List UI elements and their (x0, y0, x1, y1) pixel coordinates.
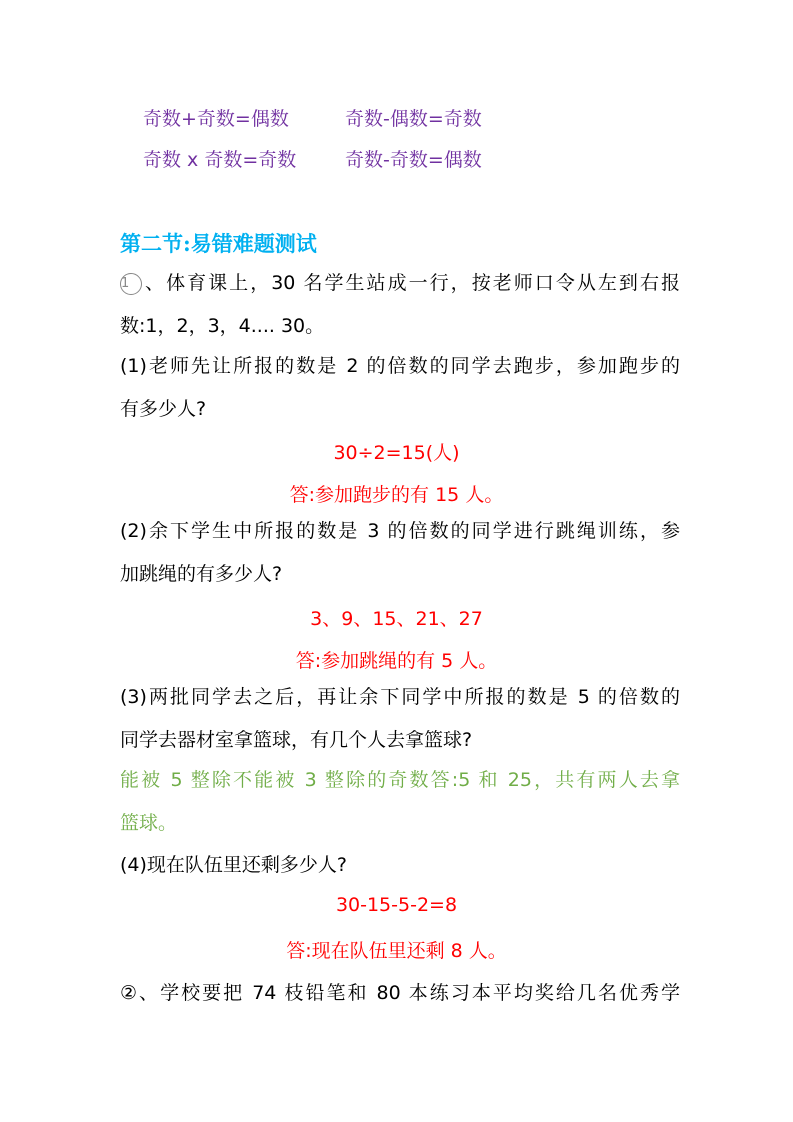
q1-part2-answer: 答:参加跳绳的有 5 人。 (295, 650, 498, 672)
q1-part1-answer: 答:参加跑步的有 15 人。 (289, 484, 504, 506)
q2-line1: ②、学校要把 74 枝铅笔和 80 本练习本平均奖给几名优秀学 (120, 982, 680, 1004)
q1-part3-answer-line2: 篮球。 (120, 812, 178, 834)
q1-part2-line1: (2)余下学生中所报的数是 3 的倍数的同学进行跳绳训练，参 (120, 520, 680, 542)
q1-part4-calc: 30-15-5-2=8 (335, 894, 458, 916)
section-title: 第二节:易错难题测试 (120, 231, 317, 256)
q1-part1-line2: 有多少人? (120, 398, 207, 420)
q1-part1-calc: 30÷2=15(人) (333, 442, 460, 464)
q1-part2-calc: 3、9、15、21、27 (310, 608, 483, 630)
rule-odd-plus-odd: 奇数+奇数=偶数 (143, 108, 289, 130)
q1-part3-line1: (3)两批同学去之后，再让余下同学中所报的数是 5 的倍数的 (120, 686, 680, 708)
q1-intro-line1: 1 、体育课上，30 名学生站成一行，按老师口令从左到右报 (121, 272, 680, 294)
q1-part4-line1: (4)现在队伍里还剩多少人? (120, 854, 347, 876)
q1-intro-line2: 数:1，2，3，4.... 30。 (120, 315, 325, 337)
q1-part2-line2: 加跳绳的有多少人? (120, 563, 283, 585)
q1-part3-line2: 同学去器材室拿篮球，有几个人去拿篮球? (120, 729, 473, 751)
q1-part1-line1: (1)老师先让所报的数是 2 的倍数的同学去跑步，参加跑步的 (120, 355, 680, 377)
rule-odd-minus-even: 奇数-偶数=奇数 (345, 108, 482, 130)
q1-part3-answer-line1: 能被 5 整除不能被 3 整除的奇数答:5 和 25，共有两人去拿 (120, 769, 680, 791)
circled-number-marker: 1 (120, 273, 142, 295)
rule-odd-times-odd: 奇数 x 奇数=奇数 (143, 149, 297, 171)
rule-odd-minus-odd: 奇数-奇数=偶数 (345, 149, 482, 171)
q1-part4-answer: 答:现在队伍里还剩 8 人。 (286, 940, 507, 962)
